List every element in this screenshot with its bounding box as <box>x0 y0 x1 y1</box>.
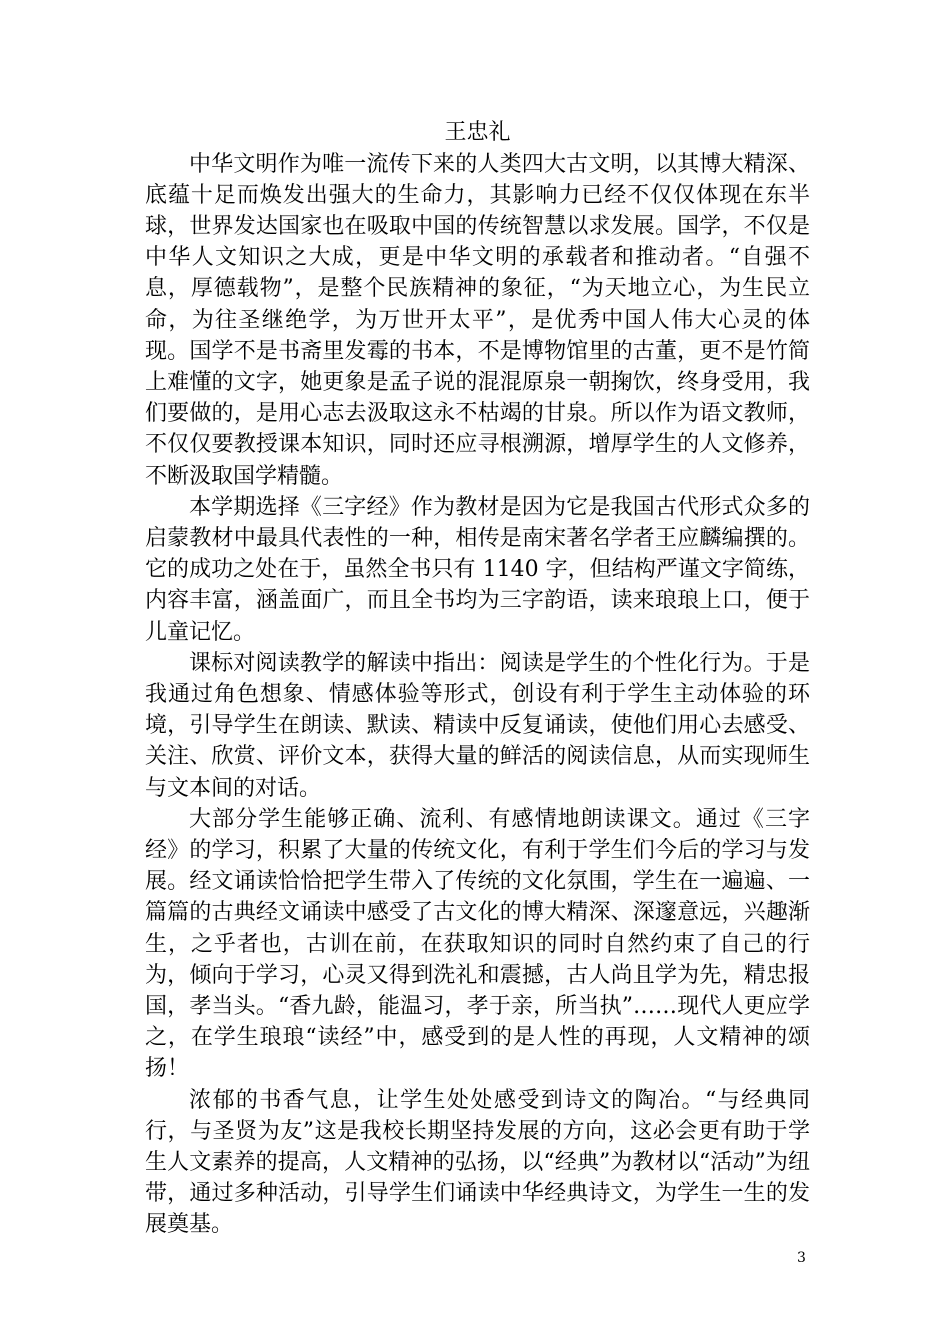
document-body <box>145 117 810 1241</box>
paragraph-4: 大部分学生能够正确、流利、有感情地朗读课文。通过《三字经》的学习，积累了大量的传统文化，有利于学生们今后的学习与发展。经文诵读恰恰把学生带入了传统的文化氛围，学生在一遍遍、一篇篇的古典经文诵读中感受了古文化的博大精深、深邃意远，兴趣渐生，之乎者也，古训在前，在获取知识的同时自然约束了自己的行为，倾向于学习，心灵又得到洗礼和震撼，古人尚且学为先，精忠报国，孝当头。“香九龄，能温习，孝于亲，所当执”……现代人更应学之，在学生琅琅“读经”中，感受到的是人性的再现，人文精神的颂扬！ <box>145 806 810 1082</box>
paragraph-3: 课标对阅读教学的解读中指出：阅读是学生的个性化行为。于是我通过角色想象、情感体验等形式，创设有利于学生主动体验的环境，引导学生在朗读、默读、精读中反复诵读，使他们用心去感受、关注、欣赏、评价文本，获得大量的鲜活的阅读信息，从而实现师生与文本间的对话。 <box>145 650 810 801</box>
paragraph-1: 中华文明作为唯一流传下来的人类四大古文明，以其博大精深、底蕴十足而焕发出强大的生命力，其影响力已经不仅仅体现在东半球，世界发达国家也在吸取中国的传统智慧以求发展。国学，不仅是中华人文知识之大成，更是中华文明的承载者和推动者。“自强不息，厚德载物”，是整个民族精神的象征，“为天地立心，为生民立命，为往圣继绝学，为万世开太平”，是优秀中国人伟大心灵的体现。国学不是书斋里发霉的书本，不是博物馆里的古董，更不是竹简上难懂的文字，她更象是孟子说的混混原泉一朝掬饮，终身受用，我们要做的，是用心志去汲取这永不枯竭的甘泉。所以作为语文教师，不仅仅要教授课本知识，同时还应寻根溯源，增厚学生的人文修养，不断汲取国学精髓。 <box>145 151 810 489</box>
paragraph-2: 本学期选择《三字经》作为教材是因为它是我国古代形式众多的启蒙教材中最具代表性的一种，相传是南宋著名学者王应麟编撰的。它的成功之处在于，虽然全书只有 1140 字，但结构严谨文字简练，内容丰富，涵盖面广，而且全书均为三字韵语，读来琅琅上口，便于儿童记忆。 <box>145 494 810 645</box>
author-name: 王忠礼 <box>444 120 511 145</box>
paragraph-5: 浓郁的书香气息，让学生处处感受到诗文的陶冶。“与经典同行，与圣贤为友”这是我校长期坚持发展的方向，这必会更有助于学生人文素养的提高，人文精神的弘扬，以“经典”为教材以“活动”为纽带，通过多种活动，引导学生们诵读中华经典诗文，为学生一生的发展奠基。 <box>145 1087 810 1238</box>
page-number: 3 <box>797 1250 806 1266</box>
